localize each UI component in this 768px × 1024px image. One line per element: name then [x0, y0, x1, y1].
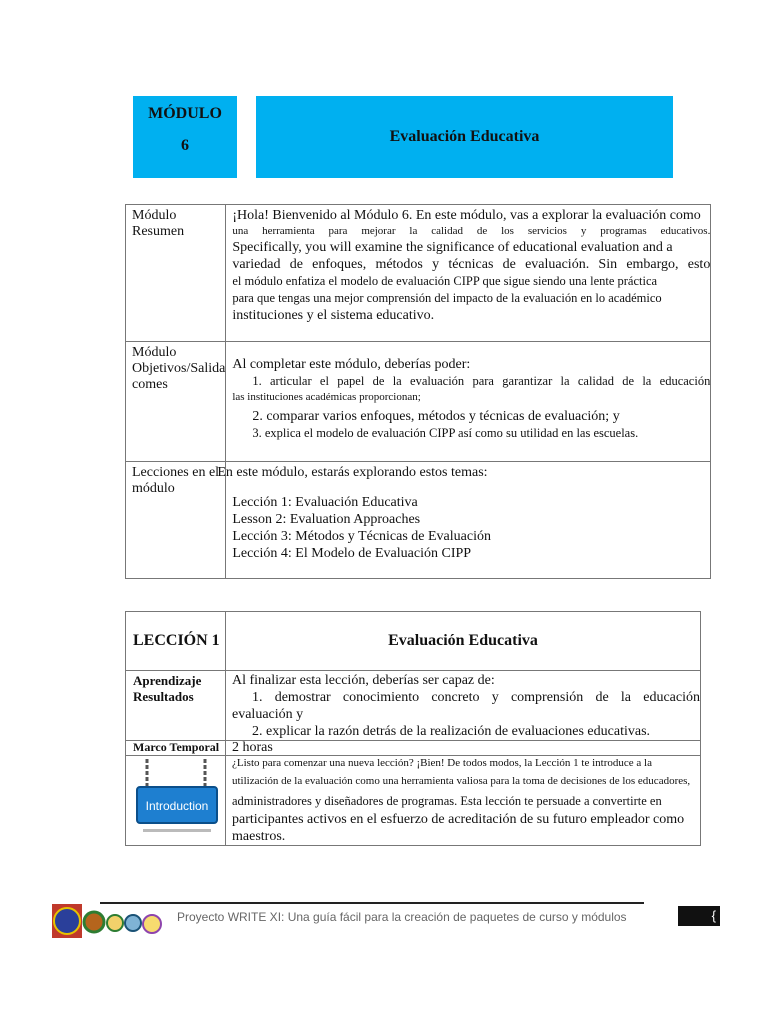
lessons-label-line: Lecciones en el [132, 465, 220, 480]
footer-divider [100, 902, 644, 904]
objective-item: las instituciones académicas proporcionan; [232, 391, 421, 403]
objectives-content [226, 342, 711, 462]
lessons-intro: En este módulo, estarás explorando estos temas: [217, 465, 488, 480]
summary-label [126, 205, 226, 342]
lesson-title: Evaluación Educativa [226, 612, 701, 671]
outcome-item: 1. demostrar conocimiento concreto y comprensión de la educación [252, 690, 700, 705]
summary-label-line: Módulo [132, 208, 177, 223]
objectives-label-line: Objetivos/Salida [132, 361, 226, 376]
institution-logos [52, 904, 166, 938]
time-row [126, 741, 701, 756]
module-number-box [133, 96, 237, 178]
introduction-sign-image [135, 759, 219, 841]
intro-line: utilización de la evaluación como una herramienta valiosa para la toma de decisiones de los educadores, [232, 775, 691, 787]
summary-line: instituciones y el sistema educativo. [232, 308, 435, 323]
module-label: MÓDULO [148, 105, 222, 122]
footer-text: Proyecto WRITE XI: Una guía fácil para la creación de paquetes de curso y módulos [177, 910, 627, 924]
outcomes-label-line: Resultados [133, 689, 194, 704]
module-title: Evaluación Educativa [389, 128, 540, 145]
intro-line: administradores y diseñadores de programas. Esta lección te persuade a convertirte en [232, 794, 662, 808]
lesson-list-item: Lesson 2: Evaluation Approaches [232, 512, 421, 527]
summary-line: ¡Hola! Bienvenido al Módulo 6. En este módulo, vas a explorar la evaluación como [232, 208, 701, 223]
outcomes-label-line: Aprendizaje [133, 673, 202, 688]
objective-item: 3. explica el modelo de evaluación CIPP así como su utilidad en las escuelas. [252, 426, 639, 440]
summary-row [126, 205, 711, 342]
summary-line: para que tengas una mejor comprensión del impacto de la evaluación en lo académico [232, 291, 662, 305]
module-overview-table [125, 204, 711, 579]
lessons-content [217, 462, 711, 579]
lesson-header-row [126, 612, 701, 671]
objectives-label-line: Módulo [132, 345, 177, 360]
intro-row [126, 756, 701, 846]
sign-text: Introduction [145, 799, 209, 813]
summary-line: variedad de enfoques, métodos y técnicas de evaluación. Sin embargo, esto [232, 257, 711, 272]
lesson-list-item: Lección 1: Evaluación Educativa [232, 495, 418, 510]
lessons-row [126, 462, 711, 579]
summary-line: el módulo enfatiza el modelo de evaluación CIPP que sigue siendo una lente práctica [232, 274, 658, 288]
lesson-label: LECCIÓN 1 [126, 612, 226, 671]
outcome-item: 2. explicar la razón detrás de la realización de evaluaciones educativas. [252, 724, 651, 739]
lessons-label [126, 462, 226, 579]
objective-item: 1. articular el papel de la evaluación para garantizar la calidad de la educación [252, 374, 711, 388]
module-title-box [256, 96, 673, 178]
summary-line: una herramienta para mejorar la calidad de los servicios y programas educativos. [232, 225, 711, 237]
intro-content [226, 756, 701, 846]
logo-seal-4 [125, 915, 141, 931]
logo-seal-3 [107, 915, 123, 931]
summary-line: Specifically, you will examine the significance of educational evaluation and a [232, 240, 673, 255]
outcomes-intro: Al finalizar esta lección, deberías ser capaz de: [232, 673, 495, 688]
intro-line: ¿Listo para comenzar una nueva lección? ¡Bien! De todos modos, la Lección 1 te introduce a la [232, 757, 652, 769]
outcomes-label [126, 671, 226, 741]
time-value: 2 horas [226, 741, 701, 756]
lesson-table [125, 611, 701, 846]
lessons-label-line: módulo [132, 481, 175, 496]
logo-seal-2 [84, 912, 104, 932]
intro-line: maestros. [232, 829, 286, 844]
outcomes-content [226, 671, 701, 741]
sign-caption [143, 829, 211, 832]
lesson-list-item: Lección 3: Métodos y Técnicas de Evaluación [232, 529, 491, 544]
summary-content [226, 205, 711, 342]
intro-image-cell [126, 756, 226, 846]
logo-seal-5 [143, 915, 161, 933]
time-label: Marco Temporal [126, 741, 226, 756]
logo-seal-1-emblem [54, 908, 80, 934]
objectives-row [126, 342, 711, 462]
objectives-label [126, 342, 226, 462]
page-number-box: { [678, 906, 720, 926]
outcomes-row [126, 671, 701, 741]
module-number: 6 [181, 137, 189, 154]
lesson-list-item: Lección 4: El Modelo de Evaluación CIPP [232, 546, 472, 561]
outcome-item: evaluación y [232, 707, 304, 722]
intro-line: participantes activos en el esfuerzo de acreditación de su futuro empleador como [232, 812, 685, 827]
objectives-intro: Al completar este módulo, deberías poder: [232, 357, 471, 372]
summary-label-line: Resumen [132, 224, 185, 239]
objectives-label-line: comes [132, 377, 168, 392]
objective-item: 2. comparar varios enfoques, métodos y técnicas de evaluación; y [252, 409, 620, 424]
